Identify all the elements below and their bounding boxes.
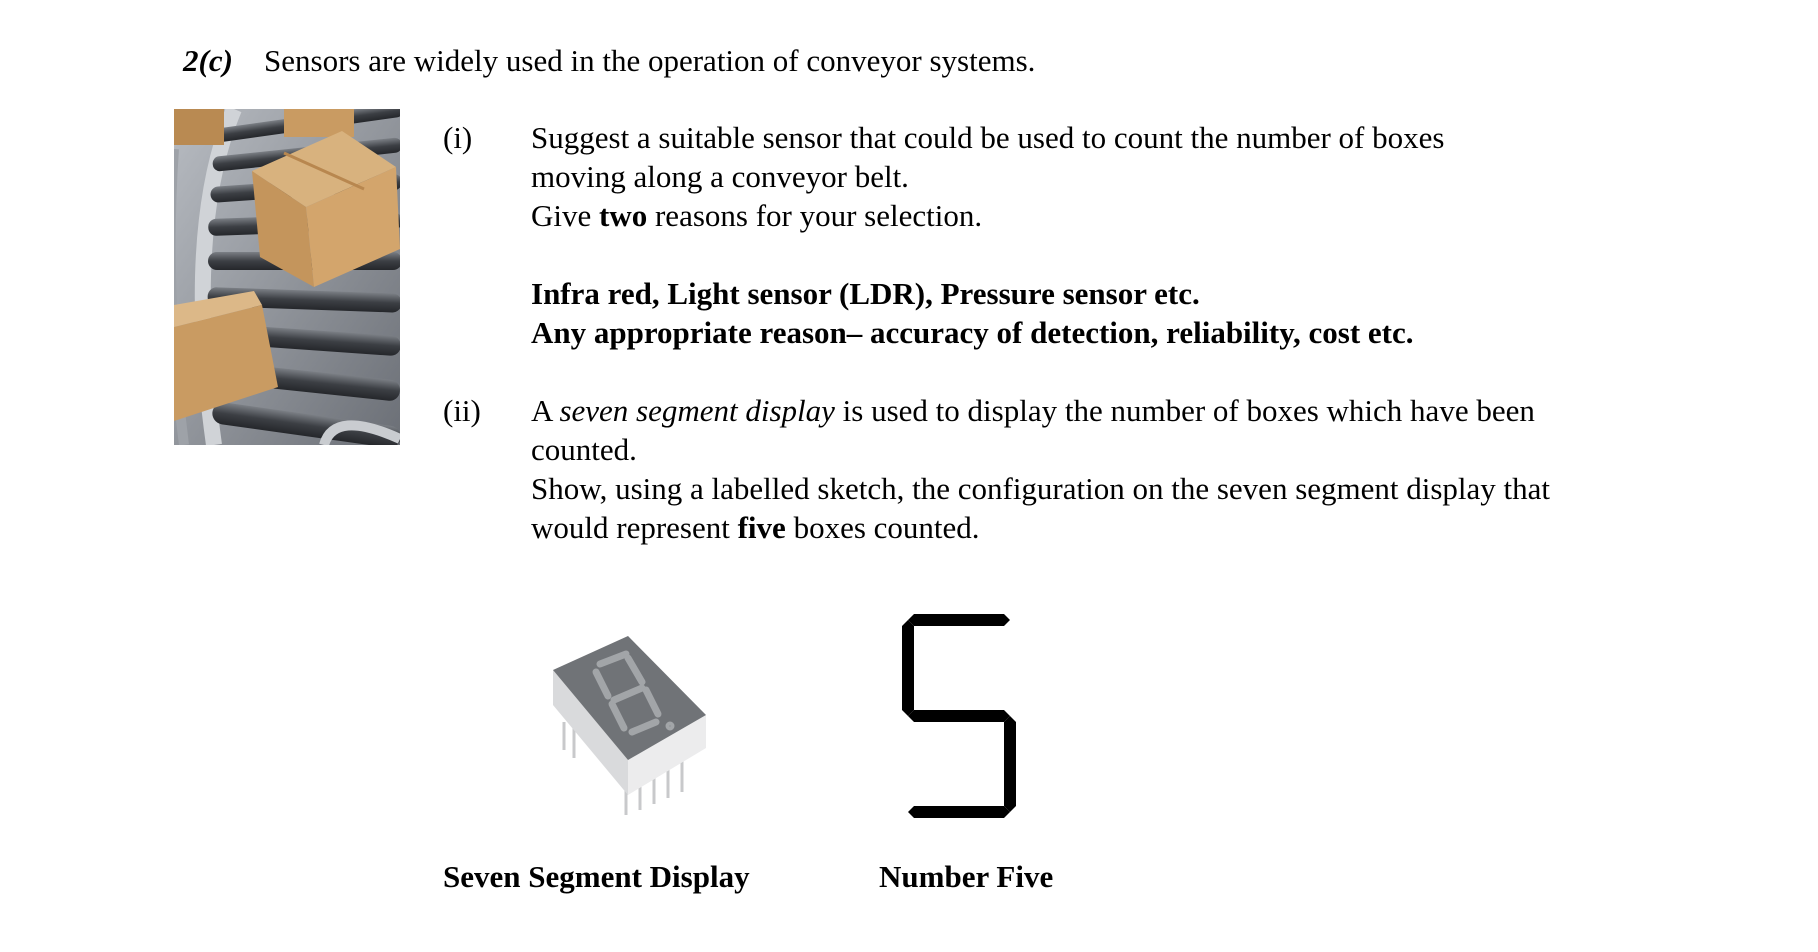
part-i-label: (i) [443, 120, 473, 155]
part-ii-line-4 [531, 508, 980, 547]
part-i-line-2: moving along a conveyor belt. [531, 159, 909, 194]
part-i-line-3-post: reasons for your selection. [647, 198, 983, 233]
part-i-answer-1: Infra red, Light sensor (LDR), Pressure sensor etc. [531, 276, 1200, 311]
part-ii-line-4-bold: five [737, 510, 786, 545]
part-i-line-1: Suggest a suitable sensor that could be used to count the number of boxes [531, 120, 1445, 155]
segment-d [908, 806, 1010, 818]
seven-segment-display-image [548, 630, 718, 820]
number-five-digit [898, 610, 1028, 830]
part-ii-line-4-pre: would represent [531, 510, 738, 545]
segment-f [902, 620, 914, 716]
question-number: 2(c) [183, 43, 233, 78]
segment-g [908, 710, 1010, 722]
part-ii-line-1-pre: A [531, 393, 560, 428]
part-i-line-3-bold: two [599, 198, 648, 233]
part-ii-label: (ii) [443, 393, 481, 428]
part-i-line-3 [531, 196, 982, 235]
part-ii-line-1-post: is used to display the number of boxes which have been [834, 393, 1535, 428]
segment-a [908, 614, 1010, 626]
part-ii-line-2: counted. [531, 432, 637, 467]
segment-c [1004, 716, 1016, 812]
number-five-caption: Number Five [879, 859, 1054, 894]
part-ii-line-3: Show, using a labelled sketch, the configuration on the seven segment display that [531, 471, 1551, 506]
question-title: Sensors are widely used in the operation of conveyor systems. [264, 43, 1036, 78]
part-i-line-3-pre: Give [531, 198, 600, 233]
part-i-answer-2: Any appropriate reason– accuracy of detection, reliability, cost etc. [531, 315, 1414, 350]
seven-segment-display-caption: Seven Segment Display [443, 859, 750, 894]
part-ii-line-1-italic: seven segment display [559, 393, 835, 428]
part-ii-line-1 [531, 391, 1535, 430]
conveyor-photo [174, 109, 400, 445]
part-ii-line-4-post: boxes counted. [785, 510, 980, 545]
